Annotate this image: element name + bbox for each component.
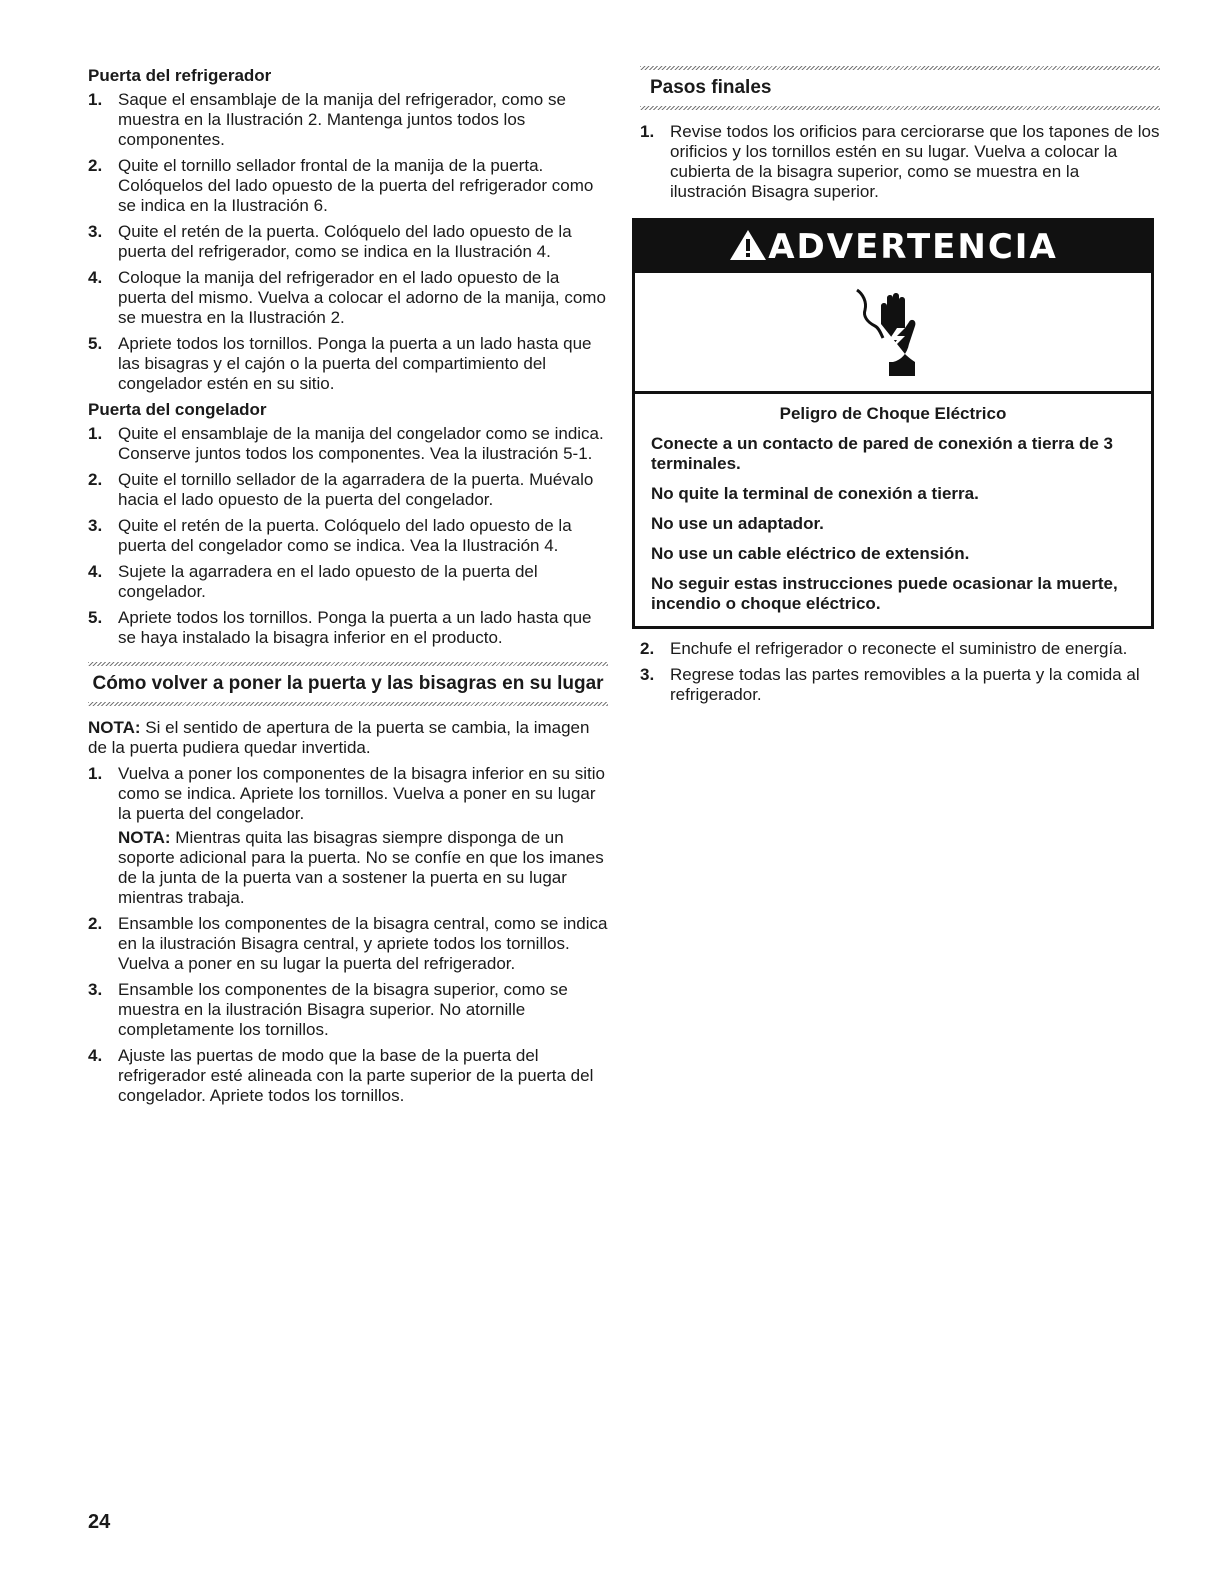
step-number: 5. <box>88 608 103 627</box>
step-text: Quite el ensamblaje de la manija del congelador como se indica. Conserve juntos todos los componentes. Vea la ilustración 5-1. <box>118 424 604 463</box>
warning-header <box>635 221 1151 273</box>
step-text: Quite el retén de la puerta. Colóquelo del lado opuesto de la puerta del congelador como se indica. Vea la Ilustración 4. <box>118 516 572 555</box>
fridge-door-heading: Puerta del refrigerador <box>88 66 272 85</box>
list-item <box>88 424 608 464</box>
step-text: Quite el tornillo sellador frontal de la manija de la puerta. Colóquelos del lado opuesto de la puerta del refrigerador como se indica en la Ilustración 6. <box>118 156 594 215</box>
step-number: 3. <box>88 516 103 535</box>
warning-line: No quite la terminal de conexión a tierra. <box>651 484 979 503</box>
step-number: 4. <box>88 1046 103 1065</box>
list-item <box>88 764 608 908</box>
warning-line: No use un cable eléctrico de extensión. <box>651 544 970 563</box>
step-number: 3. <box>640 665 655 684</box>
list-item <box>640 665 1160 705</box>
warning-heading: ADVERTENCIA <box>768 227 1058 267</box>
replace-doors-steps <box>88 764 608 1106</box>
step-text: Enchufe el refrigerador o reconecte el suministro de energía. <box>670 639 1128 658</box>
warning-body <box>635 394 1151 626</box>
left-column <box>88 66 608 1112</box>
list-item <box>88 562 608 602</box>
step-text: Revise todos los orificios para cerciorarse que los tapones de los orificios y los tornillos estén en su lugar. Vuelva a colocar la cubierta de la bisagra superior, como se muestra en la ilustración Bisagra superior. <box>670 122 1160 201</box>
step-text: Apriete todos los tornillos. Ponga la puerta a un lado hasta que las bisagras y el cajón o la puerta del compartimiento del congelador estén en su sitio. <box>118 334 592 393</box>
fridge-door-steps <box>88 90 608 394</box>
step-number: 4. <box>88 562 103 581</box>
step-number: 2. <box>88 156 103 175</box>
warning-triangle-icon <box>728 228 768 262</box>
warning-title: Peligro de Choque Eléctrico <box>779 404 1007 423</box>
freezer-door-heading: Puerta del congelador <box>88 400 267 419</box>
warning-box <box>632 218 1154 629</box>
page-number: 24 <box>88 1511 111 1533</box>
step-number: 4. <box>88 268 103 287</box>
step-text: Ensamble los componentes de la bisagra superior, como se muestra en la ilustración Bisagra superior. No atornille completamente los tornillos. <box>118 980 568 1039</box>
step-text: Quite el tornillo sellador de la agarradera de la puerta. Muévalo hacia el lado opuesto de la puerta del congelador. <box>118 470 594 509</box>
step-number: 1. <box>640 122 655 141</box>
step-number: 1. <box>88 424 103 443</box>
final-steps-list <box>640 122 1160 202</box>
step-text: Saque el ensamblaje de la manija del refrigerador, como se muestra en la Ilustración 2. Mantenga juntos todos los componentes. <box>118 90 566 149</box>
electric-shock-hand-icon <box>853 284 933 380</box>
hinge-support-note <box>118 828 608 908</box>
list-item <box>640 639 1160 659</box>
step-number: 1. <box>88 764 103 783</box>
step-text: Coloque la manija del refrigerador en el lado opuesto de la puerta del mismo. Vuelva a colocar el adorno de la manija, como se muestra en la Ilustración 2. <box>118 268 606 327</box>
right-column <box>640 66 1160 711</box>
final-steps-heading: Pasos finales <box>640 66 1160 110</box>
list-item <box>88 268 608 328</box>
step-number: 5. <box>88 334 103 353</box>
orientation-note <box>88 718 608 758</box>
list-item <box>88 1046 608 1106</box>
note-label: NOTA: <box>88 718 141 737</box>
list-item <box>88 470 608 510</box>
step-text: Sujete la agarradera en el lado opuesto de la puerta del congelador. <box>118 562 538 601</box>
warning-line: No use un adaptador. <box>651 514 824 533</box>
step-text: Ajuste las puertas de modo que la base de la puerta del refrigerador esté alineada con la parte superior de la puerta del congelador. Apriete todos los tornillos. <box>118 1046 594 1105</box>
warning-line: No seguir estas instrucciones puede ocasionar la muerte, incendio o choque eléctrico. <box>651 574 1118 613</box>
warning-icon-area <box>635 273 1151 394</box>
note-text: Si el sentido de apertura de la puerta se cambia, la imagen de la puerta pudiera quedar invertida. <box>88 718 590 757</box>
list-item <box>640 122 1160 202</box>
list-item <box>88 914 608 974</box>
step-number: 1. <box>88 90 103 109</box>
note-label: NOTA: <box>118 828 171 847</box>
list-item <box>88 90 608 150</box>
step-number: 2. <box>88 914 103 933</box>
step-text: Ensamble los componentes de la bisagra central, como se indica en la ilustración Bisagra central, y apriete todos los tornillos. Vuelva a poner en su lugar la puerta del refrigerador. <box>118 914 608 973</box>
step-text: Regrese todas las partes removibles a la puerta y la comida al refrigerador. <box>670 665 1140 704</box>
freezer-door-steps <box>88 424 608 648</box>
step-number: 2. <box>88 470 103 489</box>
replace-doors-heading: Cómo volver a poner la puerta y las bisagras en su lugar <box>88 662 608 706</box>
list-item <box>88 334 608 394</box>
step-number: 2. <box>640 639 655 658</box>
list-item <box>88 156 608 216</box>
step-text: Apriete todos los tornillos. Ponga la puerta a un lado hasta que se haya instalado la bisagra inferior en el producto. <box>118 608 592 647</box>
final-steps-list-continued <box>640 639 1160 705</box>
step-text: Vuelva a poner los componentes de la bisagra inferior en su sitio como se indica. Apriete los tornillos. Vuelva a poner en su lugar la puerta del congelador. <box>118 764 605 823</box>
note-text: Mientras quita las bisagras siempre disponga de un soporte adicional para la puerta. No se confíe en que los imanes de la junta de la puerta van a sostener la puerta en su lugar mientras trabaja. <box>118 828 604 907</box>
list-item <box>88 608 608 648</box>
step-number: 3. <box>88 222 103 241</box>
list-item <box>88 980 608 1040</box>
step-number: 3. <box>88 980 103 999</box>
warning-line: Conecte a un contacto de pared de conexión a tierra de 3 terminales. <box>651 434 1113 473</box>
list-item <box>88 222 608 262</box>
step-text: Quite el retén de la puerta. Colóquelo del lado opuesto de la puerta del refrigerador, como se indica en la Ilustración 4. <box>118 222 572 261</box>
list-item <box>88 516 608 556</box>
